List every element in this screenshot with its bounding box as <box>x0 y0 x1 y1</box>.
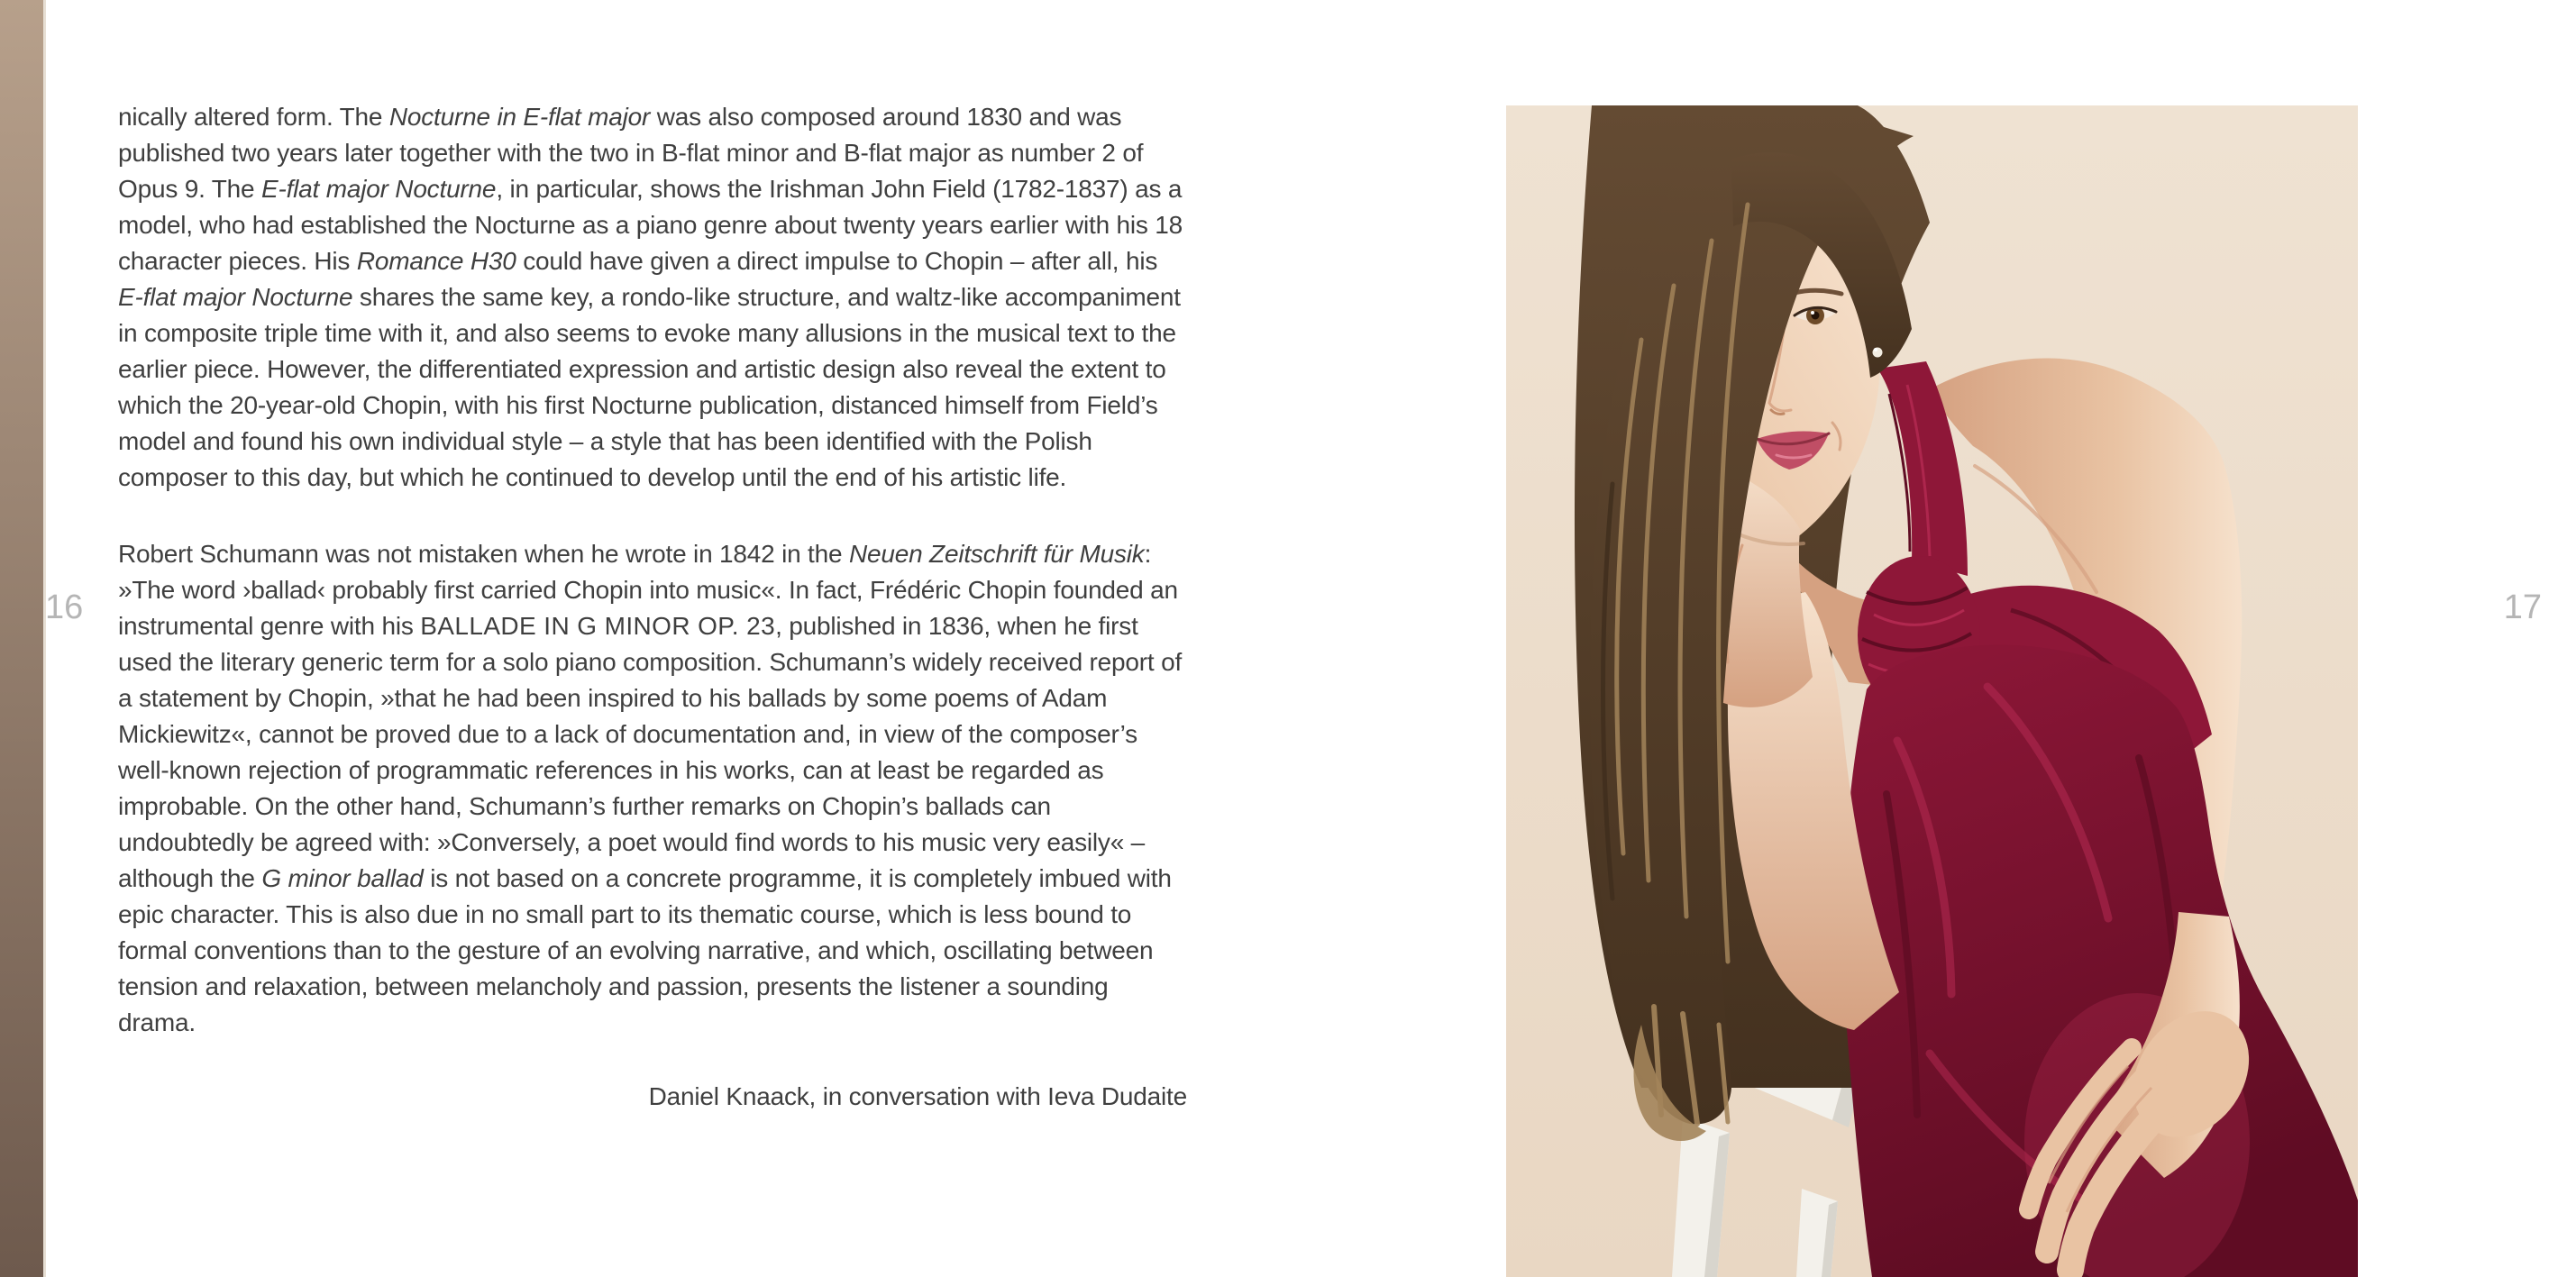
portrait-photo <box>1506 105 2358 1277</box>
page-number-right: 17 <box>2503 588 2542 626</box>
page-left <box>46 0 1288 1277</box>
portrait-photo-art <box>1506 105 2358 1277</box>
body-text-column <box>118 99 1187 1115</box>
paragraph-ballade: Robert Schumann was not mistaken when he wrote in 1842 in the Neuen Zeitschrift für Musik: »The word ›ballad‹ probably first carried Chopin into music«. In fact, Frédéric Chopin founded an instrumental genre with his BALLADE IN G MINOR OP. 23, published in 1836, when he first used the literary generic term for a solo piano composition. Schumann’s widely received report of a statement by Chopin, »that he had been inspired to his ballads by some poems of Adam Mickiewitz«, cannot be proved due to a lack of documentation and, in view of the composer’s well-known rejection of programmatic references in his works, can at least be regarded as improbable. On the other hand, Schumann’s further remarks on Chopin’s ballads can undoubtedly be agreed with: »Conversely, a poet would find words to his music very easily« – although the G minor ballad is not based on a concrete programme, it is completely imbued with epic character. This is also due in no small part to its thematic course, which is less bound to formal conventions than to the gesture of an evolving narrative, and which, oscillating between tension and relaxation, between melancholy and passion, presents the listener a sounding drama. <box>118 540 1183 1036</box>
earring <box>1873 348 1883 358</box>
attribution-line: Daniel Knaack, in conversation with Ieva Dudaite <box>648 1082 1187 1110</box>
page-number-left: 16 <box>45 588 84 626</box>
booklet-spine-strip <box>0 0 46 1277</box>
paragraph-nocturne: nically altered form. The Nocturne in E-flat major was also composed around 1830 and was published two years later together with the two in B-flat minor and B-flat major as number 2 of Opus 9. The E-flat major Nocturne, in particular, shows the Irishman John Field (1782-1837) as a model, who had established the Nocturne as a piano genre about twenty years earlier with his 18 character pieces. His Romance H30 could have given a direct impulse to Chopin – after all, his E-flat major Nocturne shares the same key, a rondo-like structure, and waltz-like accompaniment in composite triple time with it, and also seems to evoke many allusions in the musical text to the earlier piece. However, the differentiated expression and artistic design also reveal the extent to which the 20-year-old Chopin, with his first Nocturne publication, distanced himself from Field’s model and found his own individual style – a style that has been identified with the Polish composer to this day, but which he continued to develop until the end of his artistic life. <box>118 103 1183 491</box>
page-right <box>1288 0 2576 1277</box>
